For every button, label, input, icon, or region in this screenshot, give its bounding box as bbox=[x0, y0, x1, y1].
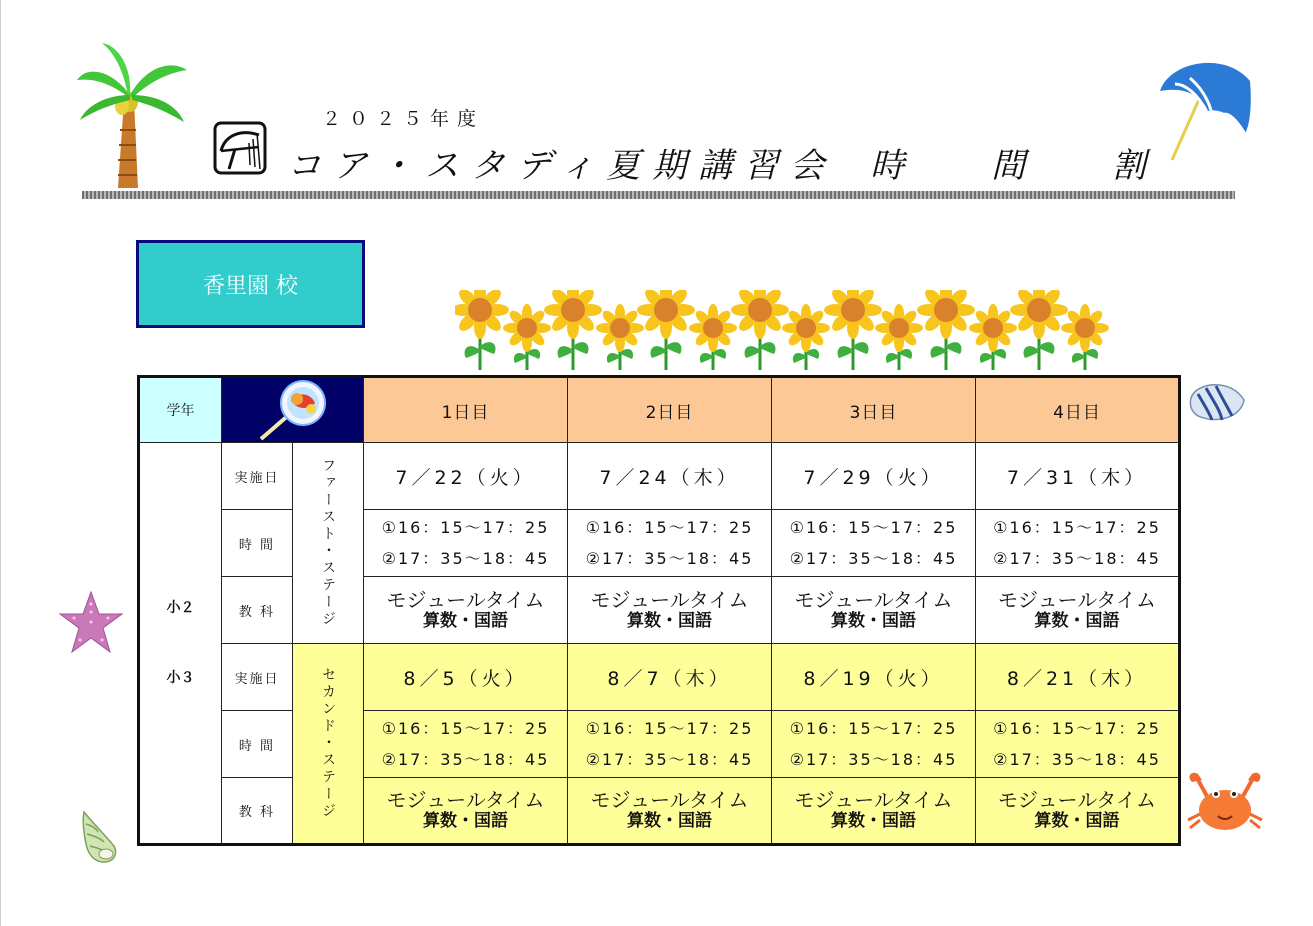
subject-sub: 算数・国語 bbox=[831, 811, 916, 831]
time-slot-1: ①16：15～17：25 bbox=[585, 518, 754, 537]
school-badge bbox=[136, 240, 365, 328]
grade-header: 学年 bbox=[139, 377, 222, 443]
grade-cell bbox=[139, 443, 222, 845]
time-slot-1: ①16：15～17：25 bbox=[381, 518, 550, 537]
row-label-date: 実施日 bbox=[222, 443, 293, 510]
time-cell bbox=[364, 711, 568, 778]
date-cell: 7／24（木） bbox=[568, 443, 772, 510]
school-name: 香里園 校 bbox=[203, 273, 298, 299]
stage-label-first: ファースト・ステージ bbox=[320, 458, 336, 628]
uchiwa-cell bbox=[222, 377, 364, 443]
subject-sub: 算数・国語 bbox=[627, 811, 712, 831]
date-cell: 7／22（火） bbox=[364, 443, 568, 510]
time-slot-1: ①16：15～17：25 bbox=[585, 719, 754, 738]
time-slot-2: ②17：35～18：45 bbox=[993, 549, 1161, 568]
row-label-time: 時 間 bbox=[222, 510, 293, 577]
day-header-3: 3日目 bbox=[772, 377, 976, 443]
subject-sub: 算数・国語 bbox=[627, 610, 712, 631]
second-stage-date-row bbox=[139, 644, 1180, 711]
day-header-4: 4日目 bbox=[976, 377, 1180, 443]
sunflower-row bbox=[455, 290, 1115, 372]
row-label-date: 実施日 bbox=[222, 644, 293, 711]
day-header-2: 2日目 bbox=[568, 377, 772, 443]
time-cell bbox=[568, 510, 772, 577]
grade-label-2: 小３ bbox=[166, 670, 195, 686]
time-slot-2: ②17：35～18：45 bbox=[789, 549, 958, 568]
stage-cell-second bbox=[293, 644, 364, 845]
subject-main: モジュールタイム bbox=[794, 788, 953, 812]
subject-main: モジュールタイム bbox=[590, 587, 749, 612]
first-stage-date-row bbox=[139, 443, 1180, 510]
time-cell bbox=[772, 711, 976, 778]
timetable bbox=[137, 375, 1181, 846]
time-slot-2: ②17：35～18：45 bbox=[381, 549, 550, 568]
time-slot-1: ①16：15～17：25 bbox=[993, 518, 1161, 537]
page-edge bbox=[0, 0, 1, 926]
fiscal-year: ２０２５年度 bbox=[322, 108, 485, 130]
subject-cell bbox=[364, 577, 568, 644]
subject-main: モジュールタイム bbox=[998, 587, 1156, 612]
time-cell bbox=[772, 510, 976, 577]
time-cell bbox=[568, 711, 772, 778]
conch-icon bbox=[74, 808, 122, 866]
row-label-subject: 教 科 bbox=[222, 577, 293, 644]
subject-cell bbox=[364, 778, 568, 845]
subject-cell bbox=[568, 577, 772, 644]
subject-cell bbox=[568, 778, 772, 845]
stage-label-second: セカンド・ステージ bbox=[320, 667, 336, 820]
time-slot-2: ②17：35～18：45 bbox=[993, 750, 1161, 769]
time-slot-1: ①16：15～17：25 bbox=[993, 719, 1161, 738]
time-cell bbox=[976, 510, 1180, 577]
date-cell: 8／21（木） bbox=[976, 644, 1180, 711]
subject-sub: 算数・国語 bbox=[831, 610, 916, 631]
title-main: コア・スタディ夏期講習会 bbox=[287, 146, 837, 186]
title-schedule: 時 間 割 bbox=[870, 146, 1184, 186]
subject-main: モジュールタイム bbox=[998, 788, 1156, 812]
page-title bbox=[287, 138, 1184, 187]
time-cell bbox=[976, 711, 1180, 778]
seashell-icon bbox=[1186, 378, 1248, 424]
stage-cell-first bbox=[293, 443, 364, 644]
day-header-1: 1日目 bbox=[364, 377, 568, 443]
subject-sub: 算数・国語 bbox=[1034, 811, 1120, 831]
palm-tree-icon bbox=[72, 40, 192, 190]
date-cell: 7／29（火） bbox=[772, 443, 976, 510]
subject-main: モジュールタイム bbox=[590, 788, 749, 812]
crab-icon bbox=[1184, 770, 1266, 840]
subject-sub: 算数・国語 bbox=[1034, 610, 1120, 631]
subject-cell bbox=[976, 577, 1180, 644]
date-cell: 8／19（火） bbox=[772, 644, 976, 711]
time-slot-2: ②17：35～18：45 bbox=[381, 750, 550, 769]
time-slot-1: ①16：15～17：25 bbox=[789, 518, 958, 537]
header-row bbox=[139, 377, 1180, 443]
title-rule bbox=[82, 191, 1235, 199]
subject-main: モジュールタイム bbox=[386, 788, 545, 812]
date-cell: 7／31（木） bbox=[976, 443, 1180, 510]
subject-main: モジュールタイム bbox=[386, 587, 545, 612]
row-label-subject: 教 科 bbox=[222, 778, 293, 845]
time-slot-2: ②17：35～18：45 bbox=[585, 549, 754, 568]
core-study-logo-icon bbox=[213, 121, 267, 175]
subject-cell bbox=[976, 778, 1180, 845]
uchiwa-fan-icon bbox=[253, 379, 333, 441]
date-cell: 8／7（木） bbox=[568, 644, 772, 711]
time-slot-1: ①16：15～17：25 bbox=[381, 719, 550, 738]
subject-sub: 算数・国語 bbox=[423, 610, 508, 631]
time-slot-1: ①16：15～17：25 bbox=[789, 719, 958, 738]
date-cell: 8／5（火） bbox=[364, 644, 568, 711]
time-slot-2: ②17：35～18：45 bbox=[585, 750, 754, 769]
subject-cell bbox=[772, 778, 976, 845]
grade-label-1: 小２ bbox=[166, 600, 195, 616]
starfish-icon bbox=[58, 590, 124, 656]
subject-main: モジュールタイム bbox=[794, 587, 953, 612]
subject-sub: 算数・国語 bbox=[423, 811, 508, 831]
time-slot-2: ②17：35～18：45 bbox=[789, 750, 958, 769]
time-cell bbox=[364, 510, 568, 577]
subject-cell bbox=[772, 577, 976, 644]
row-label-time: 時 間 bbox=[222, 711, 293, 778]
